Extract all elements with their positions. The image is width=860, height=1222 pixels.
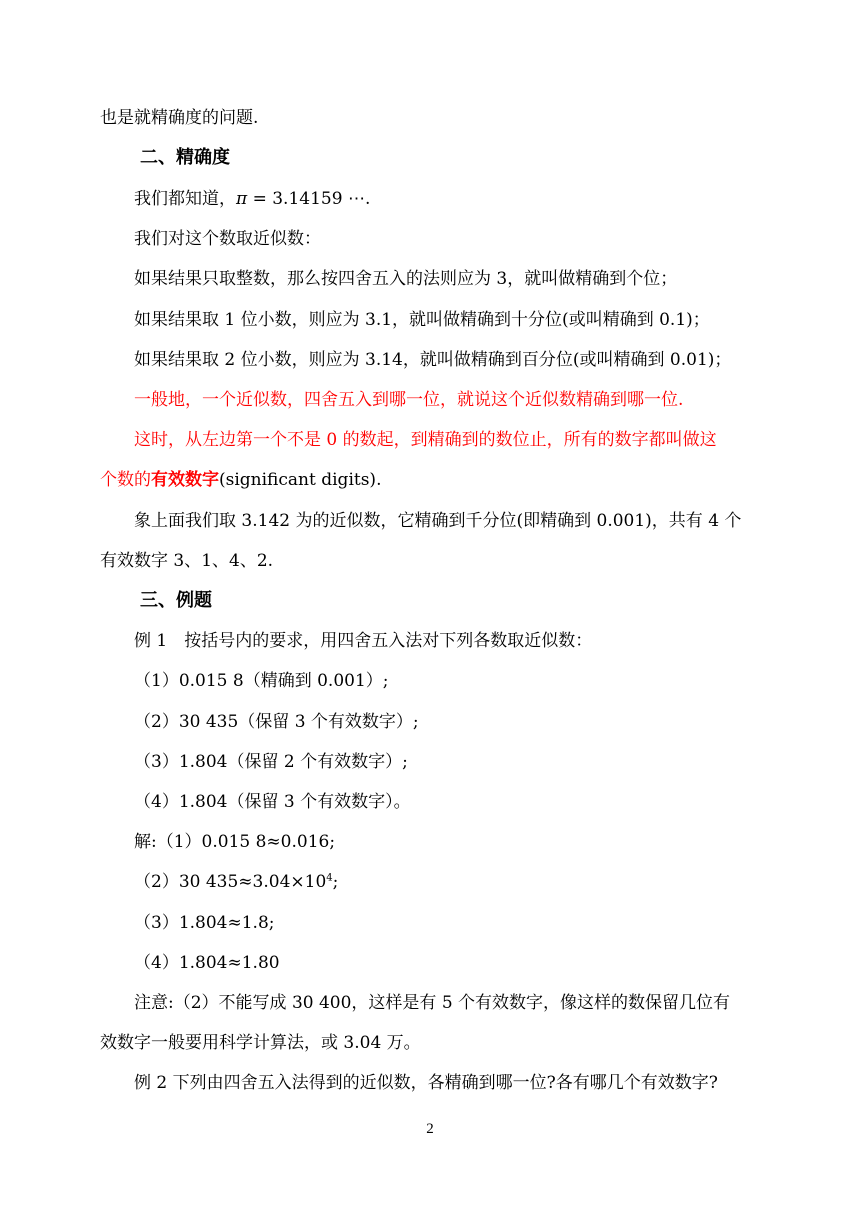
exponent: 4 (326, 872, 333, 884)
pi-intro-text: 我们都知道， (134, 189, 236, 209)
pi-symbol: π (236, 189, 248, 209)
paragraph-line: 如果结果只取整数，那么按四舍五入的法则应为 3，就叫做精确到个位； (134, 269, 678, 289)
solution-line: 解:（1）0.015 8≈0.016; (134, 832, 336, 852)
example-1-item: （4）1.804（保留 3 个有效数字）。 (134, 792, 411, 812)
example-2-prompt: 例 2 下列由四舍五入法得到的近似数，各精确到哪一位?各有哪几个有效数字? (134, 1073, 718, 1093)
example-1-item: （1）0.015 8（精确到 0.001）; (134, 671, 389, 691)
pi-value-text: = 3.14159 ⋯. (247, 189, 371, 209)
paragraph-line: 象上面我们取 3.142 为的近似数，它精确到千分位(即精确到 0.001)，共有 4 个 (134, 511, 742, 531)
example-1-item: （3）1.804（保留 2 个有效数字）; (134, 752, 408, 772)
solution-text: （2）30 435≈3.04×10 (134, 872, 327, 892)
note-line-cont: 效数字一般要用科学计算法，或 3.04 万。 (100, 1033, 421, 1053)
definition-precision: 一般地，一个近似数，四舍五入到哪一位，就说这个近似数精确到哪一位. (134, 390, 684, 410)
paragraph-continuation: 也是就精确度的问题. (100, 108, 259, 128)
solution-line: （3）1.804≈1.8; (134, 913, 275, 933)
example-1-prompt: 例 1 按括号内的要求，用四舍五入法对下列各数取近似数： (134, 631, 593, 651)
paragraph-line: 如果结果取 2 位小数，则应为 3.14，就叫做精确到百分位(或叫精确到 0.01)； (134, 350, 732, 370)
pi-statement (134, 188, 370, 210)
definition-significant-digits-cont (100, 469, 381, 491)
solution-line: （4）1.804≈1.80 (134, 953, 280, 973)
example-1-item: （2）30 435（保留 3 个有效数字）; (134, 712, 419, 732)
paragraph-line: 如果结果取 1 位小数，则应为 3.1，就叫做精确到十分位(或叫精确到 0.1)； (134, 310, 710, 330)
term-english: (significant digits). (219, 470, 382, 490)
definition-text-red: 个数的 (100, 470, 151, 490)
section-heading-precision: 二、精确度 (140, 147, 230, 168)
paragraph-line: 我们对这个数取近似数： (134, 229, 321, 249)
page-number: 2 (426, 1121, 434, 1137)
note-line: 注意:（2）不能写成 30 400，这样是有 5 个有效数字，像这样的数保留几位有 (134, 993, 731, 1013)
section-heading-examples: 三、例题 (140, 590, 212, 611)
solution-punct: ; (332, 872, 339, 892)
term-significant-digits: 有效数字 (151, 470, 219, 490)
paragraph-line: 有效数字 3、1、4、2. (100, 551, 274, 571)
solution-line (134, 871, 338, 893)
definition-significant-digits: 这时，从左边第一个不是 0 的数起，到精确到的数位止，所有的数字都叫做这 (134, 430, 717, 450)
